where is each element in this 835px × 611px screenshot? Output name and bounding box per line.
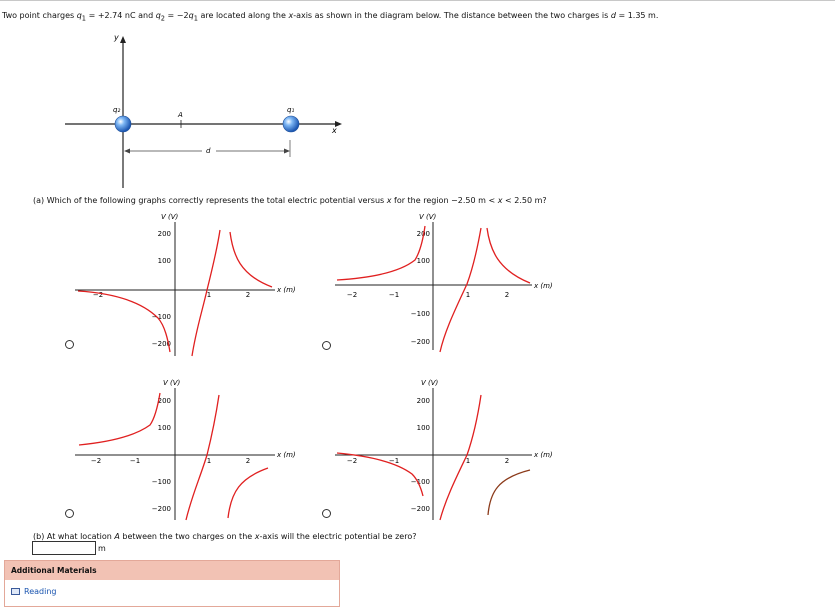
graph-1-ytick-neg100: −100 xyxy=(151,313,171,321)
graph-2-ytick-neg100: −100 xyxy=(410,310,430,318)
point-a-label: A xyxy=(178,111,183,119)
y-axis-label: y xyxy=(114,33,119,42)
graph-4-xtick-2: 2 xyxy=(504,457,510,465)
graph-2-x-axis-label: x (m) xyxy=(534,282,553,290)
graph-1-y-axis-label: V (V) xyxy=(161,213,179,221)
graph-1-xtick-neg2: −2 xyxy=(92,291,104,299)
graph-1-x-axis-label: x (m) xyxy=(277,286,296,294)
reading-link[interactable]: Reading xyxy=(24,587,57,596)
graph-1-xtick-2: 2 xyxy=(245,291,251,299)
book-icon xyxy=(11,588,20,595)
part-b-answer-input[interactable] xyxy=(32,541,96,555)
graph-2-xtick-neg2: −2 xyxy=(346,291,358,299)
x-axis-label: x xyxy=(332,126,337,135)
graph-3-y-axis-label: V (V) xyxy=(163,379,181,387)
graph-3-ytick-100: 100 xyxy=(157,424,171,432)
graph-4-y-axis-label: V (V) xyxy=(421,379,439,387)
graph-4-right-branch xyxy=(488,470,530,515)
graph-1-ytick-200: 200 xyxy=(157,230,171,238)
graph-2-ytick-100: 100 xyxy=(416,257,430,265)
graph-2-ytick-200: 200 xyxy=(416,230,430,238)
graph-3-xtick-2: 2 xyxy=(245,457,251,465)
distance-label: d xyxy=(206,147,211,155)
graph-4-ytick-neg200: −200 xyxy=(410,505,430,513)
graph-2-xtick-neg1: −1 xyxy=(388,291,400,299)
graph-1-xtick-1: 1 xyxy=(206,291,212,299)
graph-1-ytick-neg200: −200 xyxy=(151,340,171,348)
graph-4-ytick-100: 100 xyxy=(416,424,430,432)
graph-3-xtick-neg1: −1 xyxy=(129,457,141,465)
part-a-question: (a) Which of the following graphs correctly represents the total electric potential versus x for the region −2.50 m < x < 2.50 m? xyxy=(33,196,547,205)
additional-materials-title: Additional Materials xyxy=(11,566,97,575)
graph-3-xtick-1: 1 xyxy=(206,457,212,465)
graph-3-ytick-200: 200 xyxy=(157,397,171,405)
graph-2-xtick-1: 1 xyxy=(465,291,471,299)
additional-materials-header xyxy=(5,561,339,580)
graph-2-ytick-neg200: −200 xyxy=(410,338,430,346)
graph-4-xtick-neg2: −2 xyxy=(346,457,358,465)
graph-2-xtick-2: 2 xyxy=(504,291,510,299)
graph-4-axes xyxy=(335,388,532,520)
graph-4-xtick-neg1: −1 xyxy=(388,457,400,465)
graph-3-xtick-neg2: −2 xyxy=(90,457,102,465)
problem-statement: Two point charges $q_1 = +2.74$ nC and $q_2 = -2q_1$ are located along the x-axis as shown in the diagram below. The distance between the two charges is d = 1.35 m. xyxy=(2,11,659,23)
graph-4-xtick-1: 1 xyxy=(465,457,471,465)
part-b-unit: m xyxy=(98,544,106,553)
q1-label: q₁ xyxy=(287,106,295,114)
graph-1-ytick-100: 100 xyxy=(157,257,171,265)
graph-3-ytick-neg100: −100 xyxy=(151,478,171,486)
graph-4-ytick-200: 200 xyxy=(416,397,430,405)
additional-materials-panel xyxy=(4,560,340,607)
q2-label: q₂ xyxy=(113,106,121,114)
graph-4-ytick-neg100: −100 xyxy=(410,478,430,486)
part-b-question: (b) At what location A between the two charges on the x-axis will the electric potential be zero? xyxy=(33,532,417,541)
graph-3-ytick-neg200: −200 xyxy=(151,505,171,513)
graph-4-x-axis-label: x (m) xyxy=(534,451,553,459)
graph-3-x-axis-label: x (m) xyxy=(277,451,296,459)
graph-4-middle-branch xyxy=(440,395,481,520)
graph-2-y-axis-label: V (V) xyxy=(419,213,437,221)
